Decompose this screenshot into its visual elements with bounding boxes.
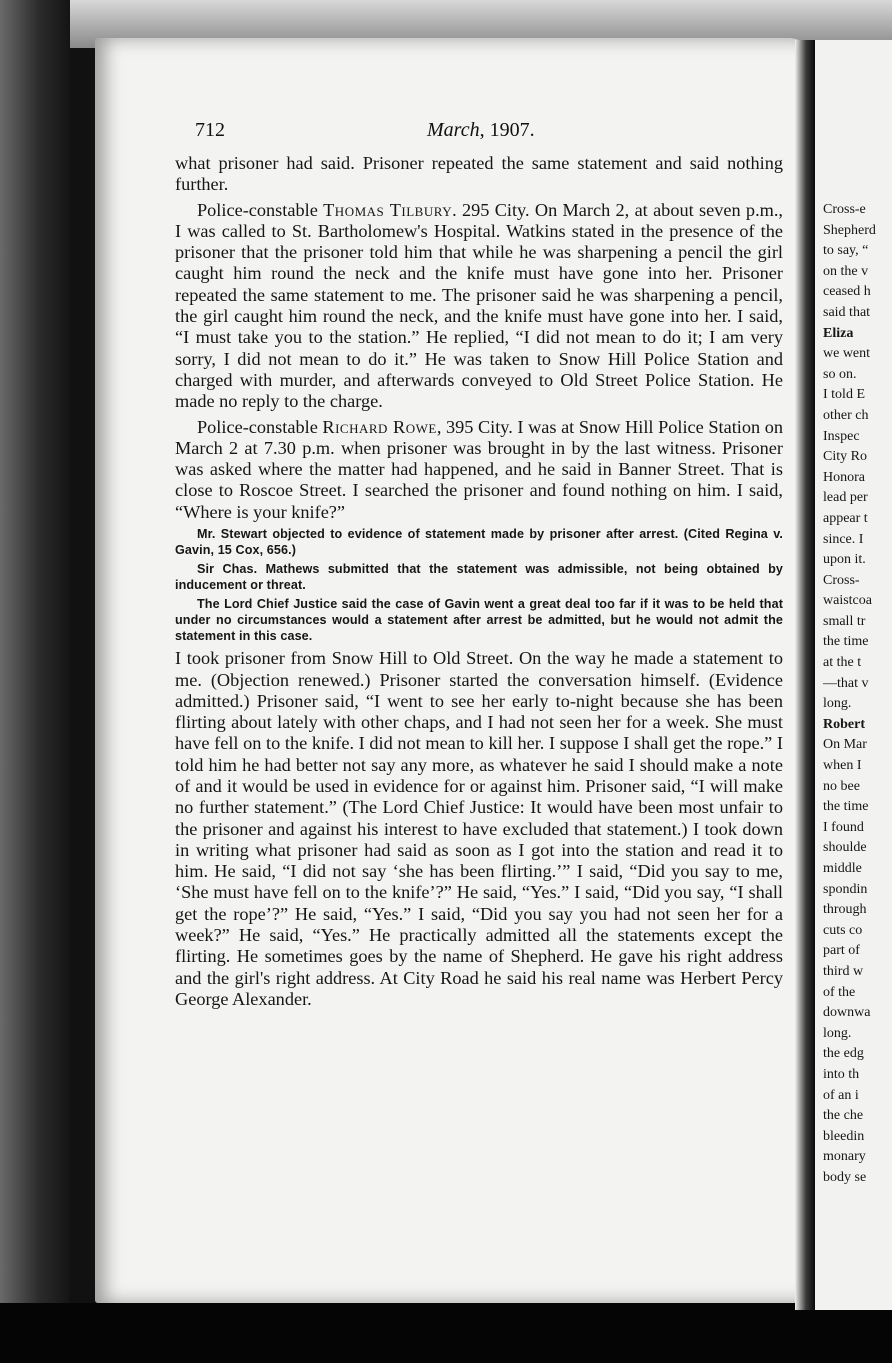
right-page-line: of the (823, 984, 856, 1000)
right-page-line: appear t (823, 510, 868, 526)
right-page-line: body se (823, 1169, 867, 1185)
right-page-line: Cross-e (823, 202, 866, 217)
right-page-text (823, 200, 892, 1189)
testimony-paragraph (175, 200, 783, 413)
right-page-line: small tr (823, 613, 866, 629)
running-title-month: March (427, 119, 480, 141)
right-page-line: I told E (823, 387, 865, 403)
right-page-line: of an i (823, 1087, 859, 1103)
right-page-line: the che (823, 1108, 864, 1124)
right-page-line: upon it. (823, 552, 866, 568)
right-page-line: when I (823, 758, 862, 774)
right-page-line: spondin (823, 881, 868, 897)
page-header (195, 119, 785, 143)
right-page-line: the time (823, 634, 869, 650)
right-page-line: lead per (823, 490, 868, 506)
right-page-line: the edg (823, 1046, 864, 1062)
right-page-line: City Ro (823, 449, 867, 465)
right-page-fragment (815, 40, 892, 1310)
right-page-line: On Mar (823, 737, 867, 753)
right-page-line: on the v (823, 263, 869, 279)
witness-name: Thomas Tilbury (323, 199, 453, 220)
running-title-year: , 1907. (479, 119, 535, 141)
right-page-line: monary (823, 1149, 866, 1165)
right-page-line: Shepherd (823, 222, 876, 238)
page-number: 712 (195, 119, 225, 141)
scanner-bottom-band (0, 1303, 892, 1363)
right-page-line: cuts co (823, 922, 863, 938)
testimony-text: . 295 City. On March 2, at about seven p.m., I was called to St. Bartholomew's Hospital. Watkins stated in the presence of the prisoner that the prisoner told him that while he was sharpening a pencil the girl caught him round the neck and the knife must have gone into her. Prisoner repeated the same statement to me. The prisoner said he was sharpening a pencil, the girl caught him round the neck, and the knife must have gone into her. I said, “I must take you to the station.” He replied, “I did not mean to do it; I am very sorry, I did not mean to do it.” He was taken to Snow Hill Police Station and charged with murder, and afterwards conveyed to Old Street Police Station. He made no reply to the charge. (175, 199, 783, 412)
right-page-line: the time (823, 799, 869, 815)
right-page-line: through (823, 902, 867, 918)
right-page-line: shoulde (823, 840, 867, 856)
right-page-line: no bee (823, 778, 860, 794)
book-gutter (795, 40, 815, 1310)
testimony-paragraph: what prisoner had said. Prisoner repeated the same statement and said nothing further. (175, 153, 783, 195)
right-page-line: waistcoa (823, 593, 872, 609)
witness-prefix: Police-constable (197, 199, 324, 220)
right-page-line: into th (823, 1066, 860, 1082)
right-page-line: downwa (823, 1005, 871, 1021)
right-page-line: I found (823, 819, 864, 835)
right-page-line: part of (823, 943, 860, 959)
right-page-line: Robert (823, 716, 865, 732)
right-page-line: said that (823, 304, 871, 320)
court-note: Mr. Stewart objected to evidence of statement made by prisoner after arrest. (Cited Regina v. Gavin, 15 Cox, 656.) (175, 527, 783, 557)
right-page-line: ceased h (823, 284, 871, 300)
right-page-line: Eliza (823, 325, 854, 341)
right-page-line: third w (823, 963, 864, 979)
book-spine-edge (0, 0, 70, 1363)
right-page-line: long. (823, 696, 852, 712)
witness-name: Richard Rowe (322, 416, 437, 437)
right-page-line: to say, “ (823, 243, 869, 259)
right-page-line: we went (823, 346, 871, 362)
testimony-text: , 395 City. I was at Snow Hill Police Station on March 2 at 7.30 p.m. when prisoner was brought in by the last witness. Prisoner was asked where the matter had happened, and he said in Banner Street. That is close to Roscoe Street. I searched the prisoner and found nothing on him. I said, “Where is your knife?” (175, 416, 783, 522)
right-page-line: Cross- (823, 572, 860, 588)
right-page-line: so on. (823, 366, 857, 382)
page-body (175, 153, 783, 1010)
right-page-line: since. I (823, 531, 864, 547)
witness-prefix: Police-constable (197, 416, 323, 437)
running-title (427, 119, 535, 142)
right-page-line: long. (823, 1025, 852, 1041)
testimony-paragraph: I took prisoner from Snow Hill to Old Street. On the way he made a statement to me. (Objection renewed.) Prisoner started the conversation himself. (Evidence admitted.) Prisoner said, “I went to see her early to-night because she has been flirting about lately with other chaps, and I had not seen her for a week. She must have fell on to the knife. I did not mean to kill her. I suppose I shall get the rope.” I told him he had better not say any more, as whatever he said I should make a note of and it would be used in evidence for or against him. Prisoner said, “I will make no further statement.” (The Lord Chief Justice: It would have been most unfair to the prisoner and against his interest to have excluded that statement.) I took down in writing what prisoner had said as soon as I got into the station and read it to him. He said, “I did not say ‘she has been flirting.’” I said, “Did you say to me, ‘She must have fell on to the knife’?” He said, “Yes.” I said, “Did you say, “I shall get the rope’?” He said, “Yes.” I said, “Did you say you had not seen her for a week?” He said, “Yes.” He practically admitted all the statements except the flirting. He sometimes goes by the name of Shepherd. He gave his right address and the girl's right address. At City Road he said his real name was Herbert Percy George Alexander. (175, 648, 783, 1009)
right-page-line: bleedin (823, 1128, 865, 1144)
right-page-line: Inspec (823, 428, 860, 444)
right-page-line: middle (823, 861, 862, 876)
testimony-paragraph (175, 417, 783, 523)
right-page-line: Honora (823, 469, 865, 485)
right-page-line: —that v (823, 675, 869, 691)
court-note: Sir Chas. Mathews submitted that the statement was admissible, not being obtained by inducement or threat. (175, 562, 783, 592)
court-note: The Lord Chief Justice said the case of Gavin went a great deal too far if it was to be held that under no circumstances would a statement after arrest be admitted, but he would not admit the statement in this case. (175, 597, 783, 643)
right-page-line: other ch (823, 407, 869, 423)
right-page-line: at the t (823, 655, 862, 671)
